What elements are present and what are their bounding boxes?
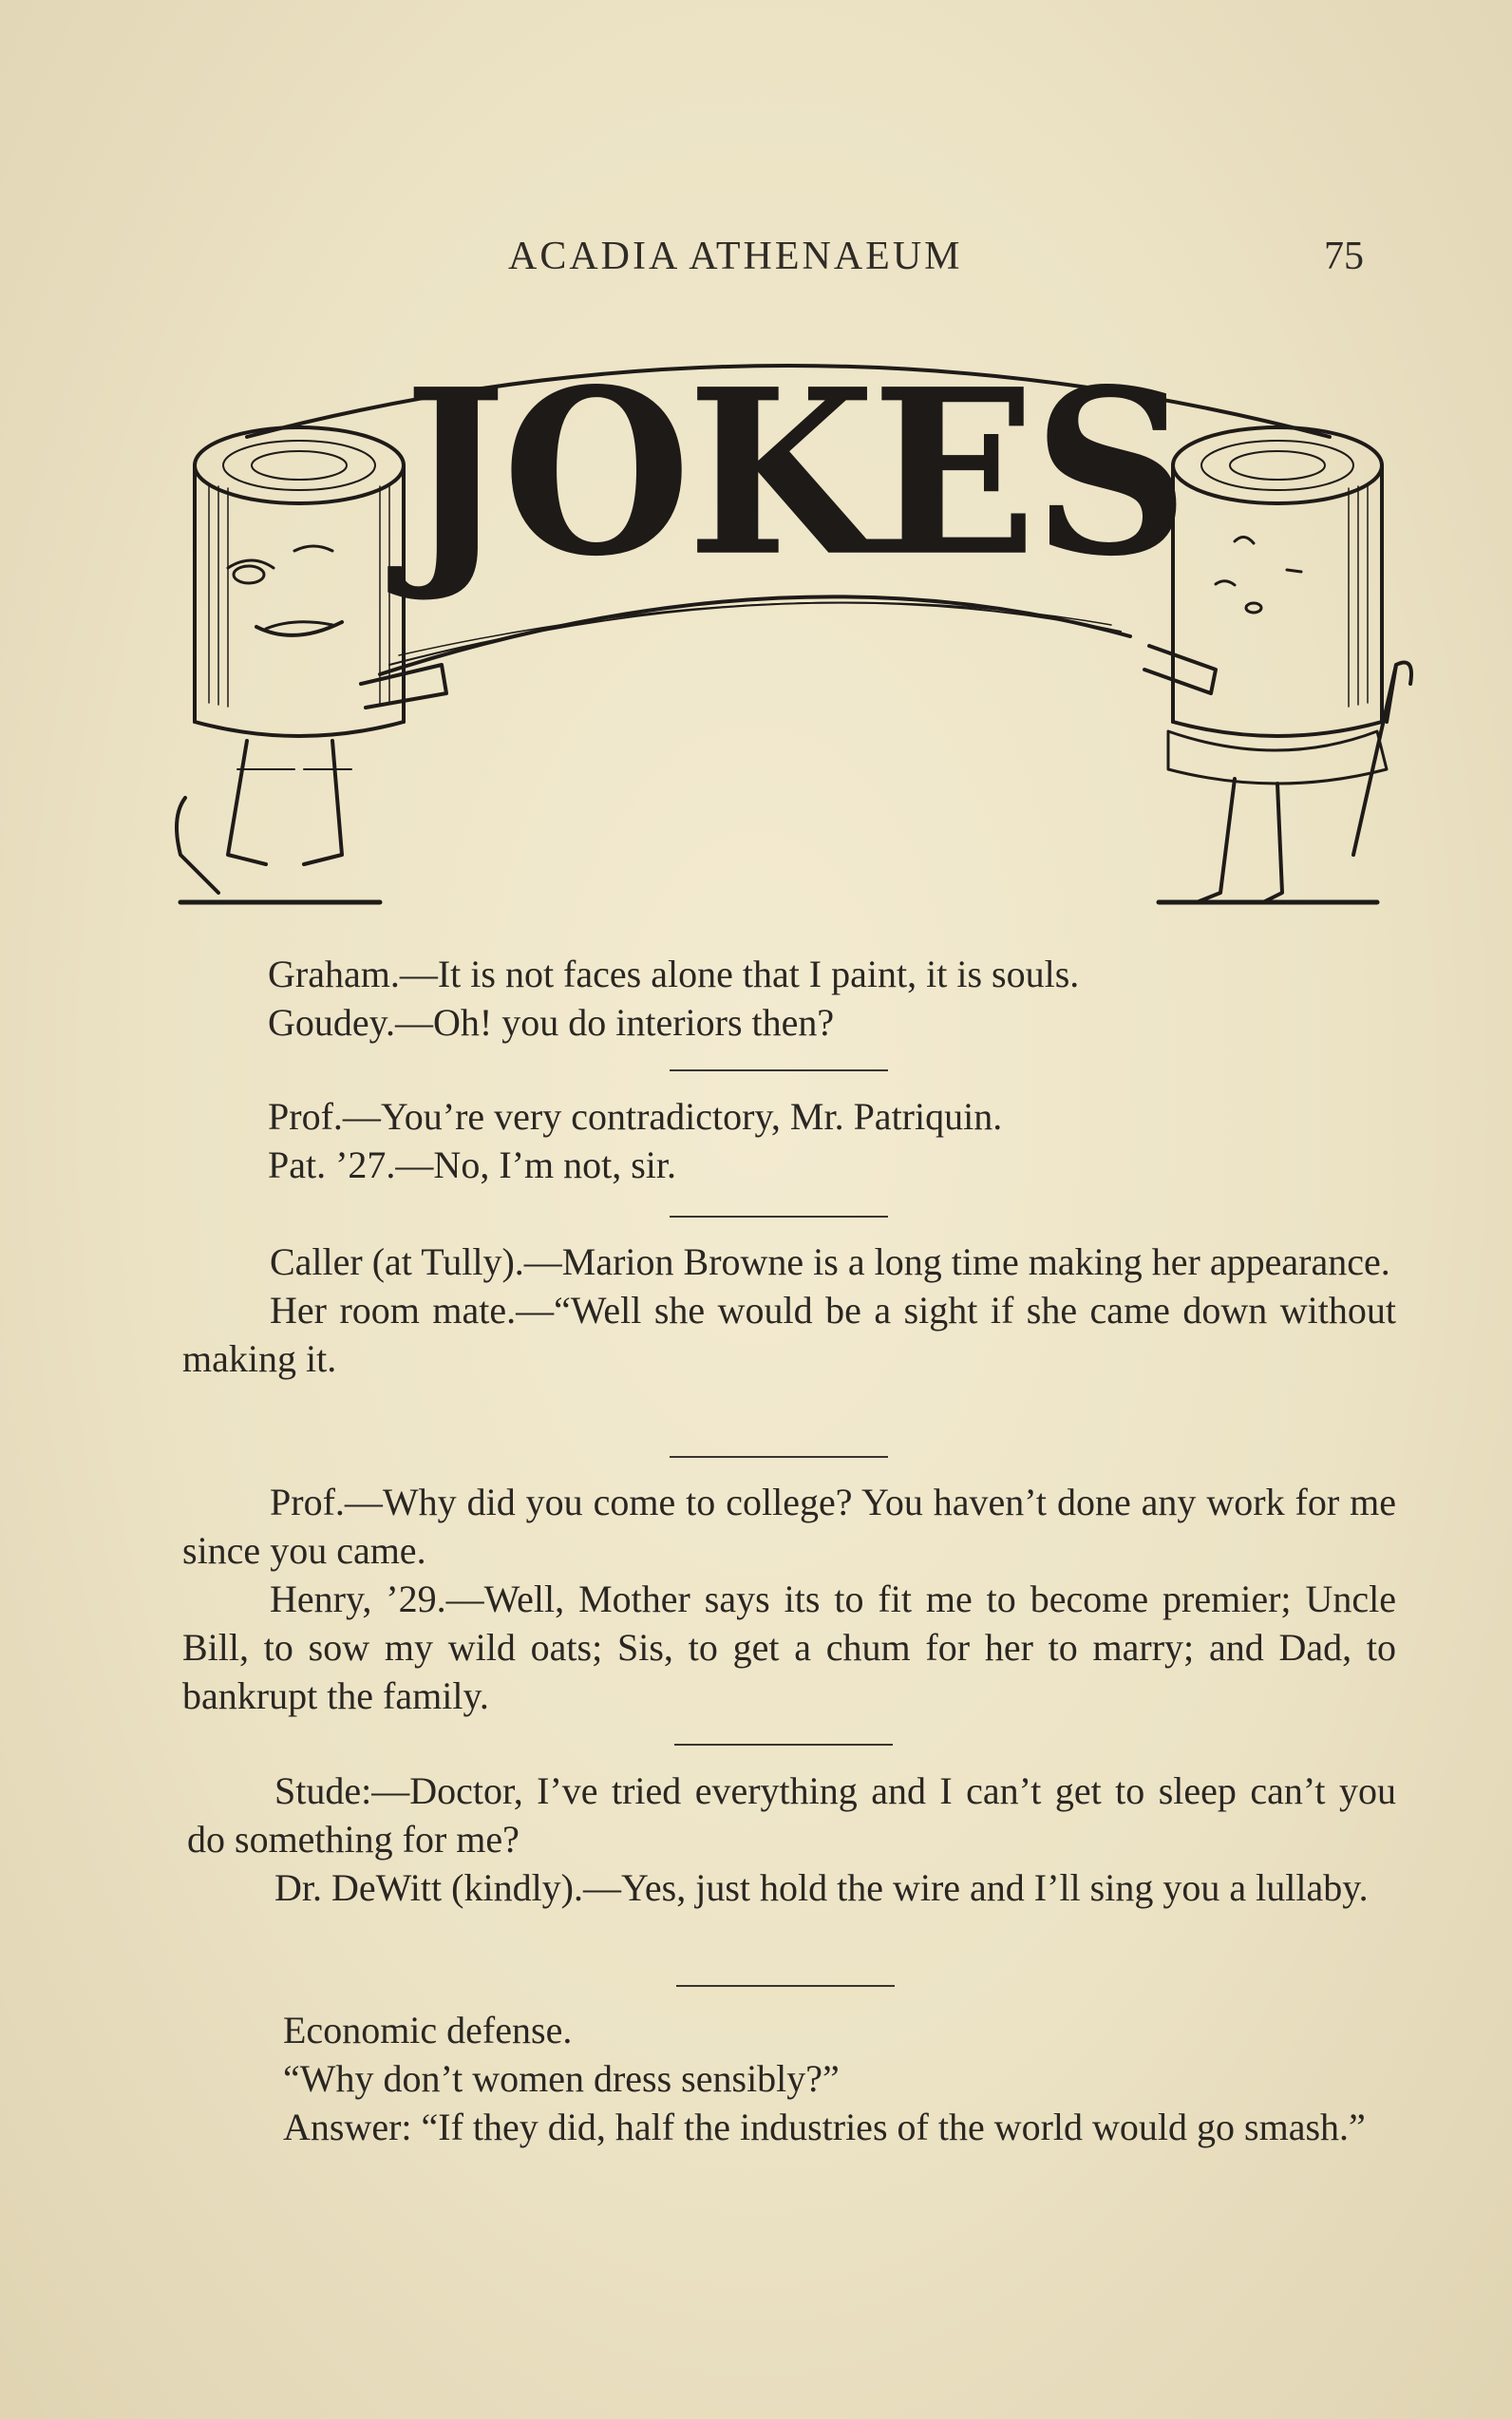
joke-3 — [182, 1238, 1396, 1383]
joke-line: Caller (at Tully).—Marion Browne is a long time making her appearance. — [270, 1240, 1390, 1283]
running-head: ACADIA ATHENAEUM — [508, 235, 963, 278]
joke-line: Her room mate.—“Well she would be a sight if she came down without making it. — [182, 1289, 1396, 1380]
joke-line: Pat. ’27.—No, I’m not, sir. — [268, 1143, 676, 1186]
divider-rule — [676, 1985, 895, 1987]
divider-rule — [674, 1744, 893, 1746]
divider-rule — [670, 1069, 888, 1071]
joke-line: Goudey.—Oh! you do interiors then? — [268, 1001, 835, 1044]
page-number: 75 — [1324, 235, 1364, 278]
joke-line: Graham.—It is not faces alone that I paint, it is souls. — [268, 953, 1080, 995]
joke-line: Henry, ’29.—Well, Mother says its to fit me to become premier; Uncle Bill, to sow my wild oats; Sis, to get a chum for her to marry; and Dad, to bankrupt the family. — [182, 1578, 1396, 1717]
joke-line: Prof.—Why did you come to college? You haven’t done any work for me since you came. — [182, 1481, 1396, 1572]
joke-2 — [268, 1092, 1396, 1189]
joke-line: Prof.—You’re very contradictory, Mr. Patriquin. — [268, 1095, 1003, 1138]
joke-5 — [187, 1767, 1396, 1912]
divider-rule — [670, 1456, 888, 1458]
joke-6 — [196, 2006, 1396, 2151]
joke-line: “Why don’t women dress sensibly?” — [283, 2057, 840, 2100]
joke-4 — [182, 1478, 1396, 1720]
joke-1 — [268, 950, 1396, 1047]
joke-line: Dr. DeWitt (kindly).—Yes, just hold the wire and I’ll sing you a lullaby. — [274, 1866, 1369, 1909]
joke-line: Answer: “If they did, half the industries of the world would go smash.” — [283, 2106, 1366, 2148]
jokes-title: JOKES — [404, 339, 1186, 607]
joke-line: Economic defense. — [283, 2009, 573, 2051]
divider-rule — [670, 1216, 888, 1218]
joke-line: Stude:—Doctor, I’ve tried everything and I can’t get to sleep can’t you do something for me? — [187, 1769, 1396, 1861]
